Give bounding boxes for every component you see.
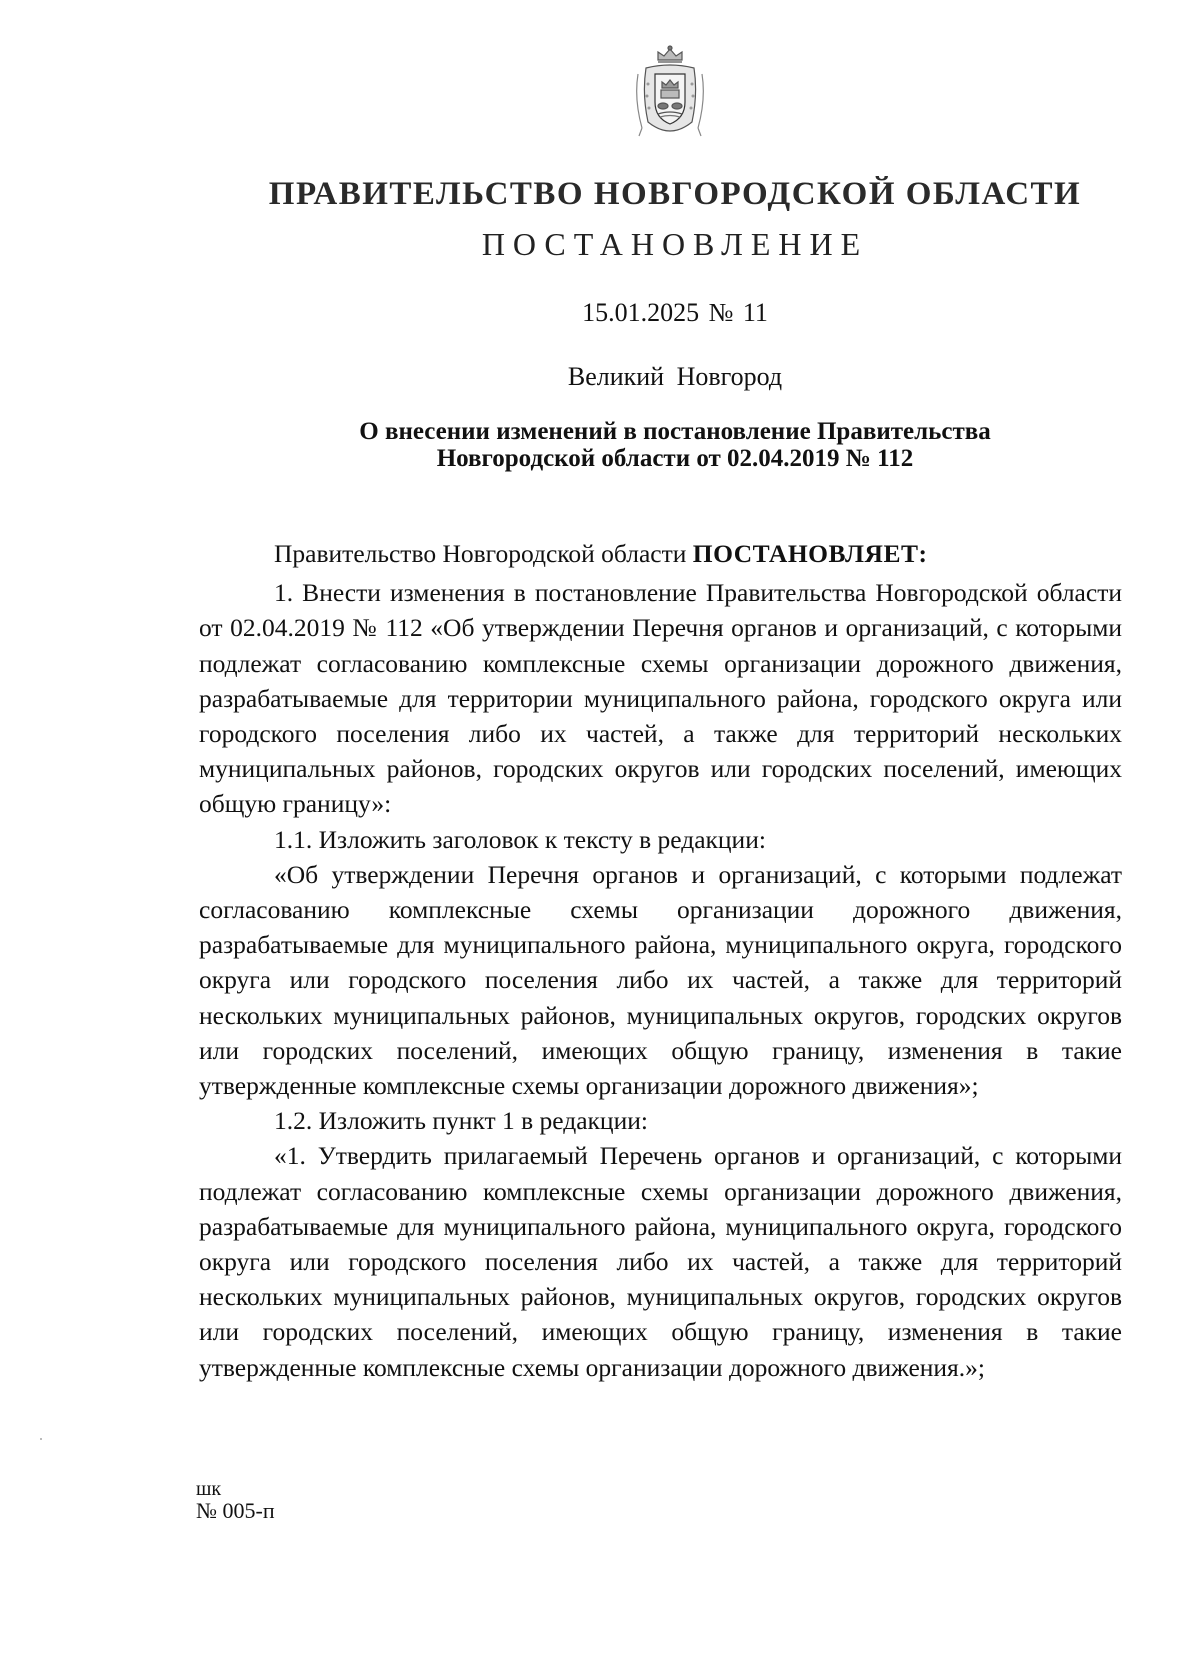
paragraph-1: 1. Внести изменения в постановление Правительства Новгородской области от 02.04.2019 № 112 «Об утверждении Перечня органов и организаций, с которыми подлежат согласованию комплексные схемы организации дорожного движения, разрабатываемые для территории муниципального района, городского округа или городского поселения либо их частей, а также для территорий нескольких муниципальных районов, городских округов или городских поселений, имеющих общую границу»: bbox=[199, 578, 1122, 819]
footer-form-number: № 005-п bbox=[196, 1498, 275, 1523]
subject-line-1: О внесении изменений в постановление Правительства bbox=[359, 418, 991, 445]
document-date-number: 15.01.2025 № 11 bbox=[582, 298, 768, 327]
intro-decree-word: ПОСТАНОВЛЯЕТ: bbox=[692, 539, 928, 568]
document-body bbox=[199, 536, 1122, 1385]
intro-text: Правительство Новгородской области bbox=[274, 539, 693, 568]
organization-title: ПРАВИТЕЛЬСТВО НОВГОРОДСКОЙ ОБЛАСТИ bbox=[268, 176, 1082, 212]
document-type: ПОСТАНОВЛЕНИЕ bbox=[481, 226, 869, 262]
subject-line-2: Новгородской области от 02.04.2019 № 112 bbox=[436, 445, 914, 472]
document-subject bbox=[290, 418, 1060, 472]
footer-code bbox=[196, 1478, 275, 1522]
coat-of-arms-icon bbox=[628, 44, 712, 142]
paragraph-1-2: 1.2. Изложить пункт 1 в редакции: bbox=[274, 1106, 648, 1136]
paragraph-1-1-text: «Об утверждении Перечня органов и организаций, с которыми подлежат согласованию комплексные схемы организации дорожного движения, разрабатываемые для муниципального района, муниципального округа, городского округа или городского поселения либо их частей, а также для территорий нескольких муниципальных районов, муниципальных округов, городских округов или городских поселений, имеющих общую границу, изменения в такие утвержденные комплексные схемы организации дорожного движения»; bbox=[199, 859, 1122, 1101]
footer-initials: шк bbox=[196, 1478, 222, 1500]
paragraph-1-2-text: «1. Утвердить прилагаемый Перечень органов и организаций, с которыми подлежат согласованию комплексные схемы организации дорожного движения, разрабатываемые для муниципального района, муниципального округа, городского округа или городского поселения либо их частей, а также для территорий нескольких муниципальных районов, муниципальных округов, городских округов или городских поселений, имеющих общую границу, изменения в такие утвержденные комплексные схемы организации дорожного движения.»; bbox=[199, 1141, 1122, 1382]
paragraph-1-1: 1.1. Изложить заголовок к тексту в редакции: bbox=[274, 824, 766, 854]
document-place: Великий Новгород bbox=[567, 362, 783, 391]
intro-paragraph bbox=[199, 536, 1122, 571]
scan-speck bbox=[40, 1438, 42, 1440]
